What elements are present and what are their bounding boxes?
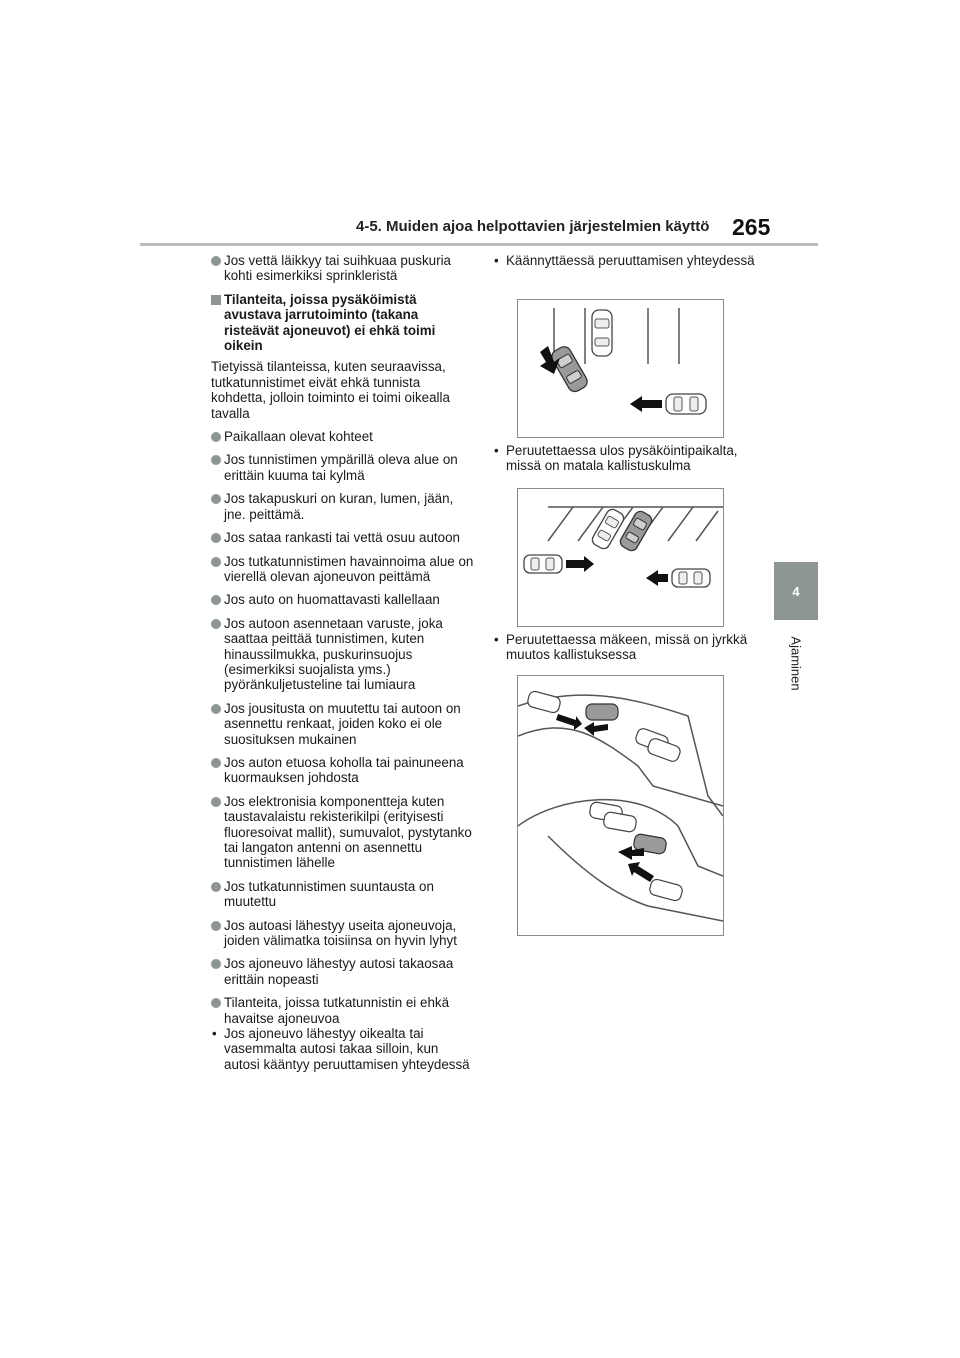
bullet-dot-icon <box>211 619 221 629</box>
sub-bullet-glyph: • <box>494 443 499 458</box>
chapter-label-text: Ajaminen <box>788 635 804 691</box>
section-heading: Tilanteita, joissa pysäköimistä avustava jarrutoiminto (takana risteävät ajoneuvot) ei ehkä toimi oikein <box>211 292 475 354</box>
bullet-dot-icon <box>211 758 221 768</box>
arrow-icon <box>646 570 668 586</box>
bullet-dot-icon <box>211 797 221 807</box>
bullet-dot-icon <box>211 704 221 714</box>
list-item: Jos takapuskuri on kuran, lumen, jään, jne. peittämä. <box>211 491 475 522</box>
illustration-slope <box>517 675 724 936</box>
arrow-icon <box>628 862 654 882</box>
bullet-dot-icon <box>211 921 221 931</box>
list-item: Tilanteita, joissa tutkatunnistin ei ehkä havaitse ajoneuvoa <box>211 995 475 1026</box>
page-number: 265 <box>732 214 771 240</box>
bullet-dot-icon <box>211 557 221 567</box>
bullet-dot-icon <box>211 533 221 543</box>
car <box>586 704 618 720</box>
car <box>648 878 683 902</box>
bullet-dot-icon <box>211 455 221 465</box>
chapter-tab[interactable] <box>774 562 818 620</box>
bullet-dot-icon <box>211 494 221 504</box>
chapter-number: 4 <box>792 583 800 599</box>
arrow-icon <box>566 556 594 572</box>
slope-diagram <box>518 676 723 935</box>
list-item: Jos sataa rankasti tai vettä osuu autoon <box>211 530 475 545</box>
sub-bullet-item: • Peruutettaessa mäkeen, missä on jyrkkä muutos kallistuksessa <box>494 632 748 663</box>
list-item: Jos ajoneuvo lähestyy autosi takaosaa erittäin nopeasti <box>211 956 475 987</box>
chapter-label <box>774 628 818 698</box>
arrow-icon <box>630 396 662 412</box>
section-title: 4-5. Muiden ajoa helpottavien järjestelmien käyttö <box>356 218 710 235</box>
sub-bullet-glyph: • <box>212 1026 217 1042</box>
turning-reverse-diagram <box>518 300 723 437</box>
list-item: Jos elektronisia komponentteja kuten taustavalaistu rekisterikilpi (erityisesti fluoresoivat mallit), sumuvalot, pystytanko tai langaton antenni on asennettu tunnistimen lähelle <box>211 794 475 871</box>
sub-bullet-item: • Käännyttäessä peruuttamisen yhteydessä <box>494 253 755 268</box>
approaching-car-right <box>672 569 710 587</box>
bullet-dot-icon <box>211 998 221 1008</box>
bullet-dot-icon <box>211 595 221 605</box>
sub-bullet-glyph: • <box>494 253 499 268</box>
list-item: Jos tutkatunnistimen suuntausta on muutettu <box>211 879 475 910</box>
approaching-car-left <box>524 555 562 573</box>
list-item: Jos auton etuosa koholla tai painuneena kuormauksen johdosta <box>211 755 475 786</box>
list-item: Jos auto on huomattavasti kallellaan <box>211 592 475 607</box>
heading-square-icon <box>211 295 221 305</box>
angled-parking-diagram <box>518 489 723 626</box>
list-item: Jos autoon asennetaan varuste, joka saattaa peittää tunnistimen, kuten hinaussilmukka, puskurinsuojus (esimerkiksi suojalista yms.) pyöränkuljetusteline tai lumiaura <box>211 616 475 693</box>
car <box>526 690 561 714</box>
list-item: Paikallaan olevat kohteet <box>211 429 475 444</box>
sub-bullet-item: • Jos ajoneuvo lähestyy oikealta tai vasemmalta autosi takaa silloin, kun autosi kääntyy peruuttamisen yhteydessä <box>212 1026 470 1072</box>
car <box>603 811 637 832</box>
list-item: Jos jousitusta on muutettu tai autoon on asennettu renkaat, joiden koko ei ole suosituksen mukainen <box>211 701 475 747</box>
sub-bullet-item: • Peruutettaessa ulos pysäköintipaikalta, missä on matala kallistuskulma <box>494 443 738 474</box>
list-item: Jos vettä läikkyy tai suihkuaa puskuria kohti esimerkiksi sprinkleristä <box>211 253 475 284</box>
list-item: Jos tunnistimen ympärillä oleva alue on erittäin kuuma tai kylmä <box>211 452 475 483</box>
left-column <box>211 253 475 1072</box>
list-item: Jos tutkatunnistimen havainnoima alue on vierellä olevan ajoneuvon peittämä <box>211 554 475 585</box>
bullet-dot-icon <box>211 882 221 892</box>
approaching-car <box>666 394 706 414</box>
bullet-dot-icon <box>211 256 221 266</box>
parked-car <box>592 310 612 356</box>
intro-paragraph: Tietyissä tilanteissa, kuten seuraavissa, tutkatunnistimet eivät ehkä tunnista kohdetta, jolloin toiminto ei toimi oikealla tavalla <box>211 359 450 421</box>
list-item: Jos autoasi lähestyy useita ajoneuvoja, joiden välimatka toisiinsa on hyvin lyhyt <box>211 918 475 949</box>
sub-bullet-glyph: • <box>494 632 499 647</box>
illustration-turning-reverse <box>517 299 724 438</box>
bullet-dot-icon <box>211 959 221 969</box>
header-divider <box>140 243 818 246</box>
car <box>646 737 682 763</box>
bullet-dot-icon <box>211 432 221 442</box>
illustration-angled-parking <box>517 488 724 627</box>
